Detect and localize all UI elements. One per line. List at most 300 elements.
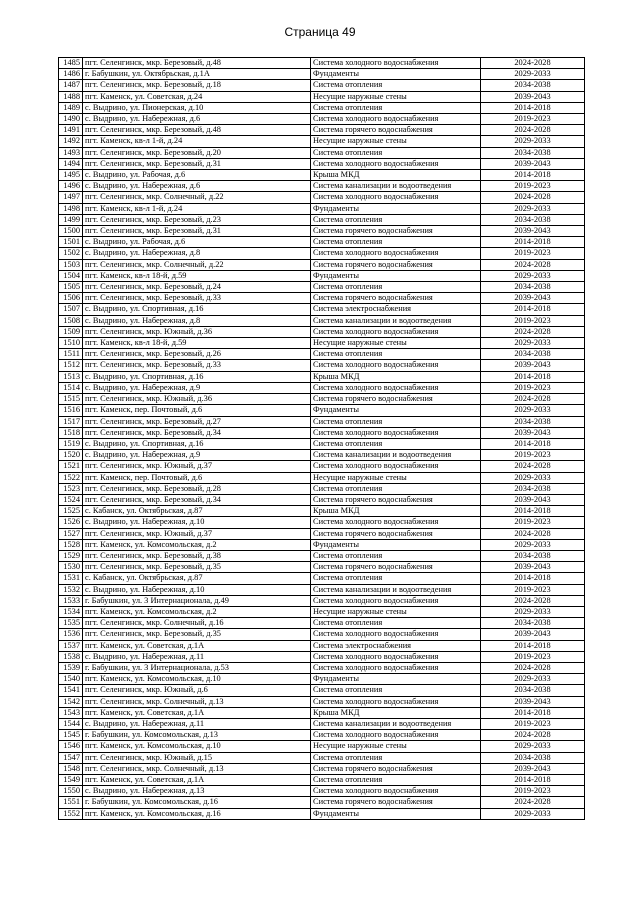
period-cell: 2039-2043: [481, 494, 585, 505]
address-cell: пгт. Селенгинск, мкр. Южный, д.36: [83, 326, 311, 337]
period-cell: 2029-2033: [481, 606, 585, 617]
row-number: 1523: [59, 483, 83, 494]
table-row: [59, 528, 585, 539]
row-number: 1501: [59, 237, 83, 248]
row-number: 1518: [59, 427, 83, 438]
row-number: 1530: [59, 562, 83, 573]
period-cell: 2039-2043: [481, 629, 585, 640]
row-number: 1506: [59, 293, 83, 304]
table-row: [59, 226, 585, 237]
work-type-cell: Система электроснабжения: [311, 304, 481, 315]
table-row: [59, 114, 585, 125]
period-cell: 2014-2018: [481, 707, 585, 718]
table-row: [59, 562, 585, 573]
row-number: 1490: [59, 114, 83, 125]
row-number: 1522: [59, 472, 83, 483]
address-cell: с. Выдрино, ул. Спортивная, д.16: [83, 304, 311, 315]
address-cell: пгт. Каменск, ул. Комсомольская, д.10: [83, 741, 311, 752]
table-row: [59, 237, 585, 248]
address-cell: пгт. Селенгинск, мкр. Солнечный, д.13: [83, 763, 311, 774]
row-number: 1513: [59, 371, 83, 382]
period-cell: 2019-2023: [481, 786, 585, 797]
row-number: 1494: [59, 158, 83, 169]
period-cell: 2019-2023: [481, 517, 585, 528]
period-cell: 2024-2028: [481, 259, 585, 270]
work-type-cell: Крыша МКД: [311, 707, 481, 718]
work-type-cell: Система холодного водоснабжения: [311, 158, 481, 169]
work-type-cell: Система горячего водоснабжения: [311, 259, 481, 270]
period-cell: 2014-2018: [481, 304, 585, 315]
row-number: 1516: [59, 405, 83, 416]
table-row: [59, 427, 585, 438]
table-row: [59, 91, 585, 102]
work-type-cell: Несущие наружные стены: [311, 91, 481, 102]
period-cell: 2024-2028: [481, 192, 585, 203]
period-cell: 2029-2033: [481, 136, 585, 147]
period-cell: 2019-2023: [481, 114, 585, 125]
work-type-cell: Фундаменты: [311, 405, 481, 416]
row-number: 1541: [59, 685, 83, 696]
work-type-cell: Система холодного водоснабжения: [311, 517, 481, 528]
address-cell: с. Выдрино, ул. Набережная, д.11: [83, 651, 311, 662]
address-cell: с. Выдрино, ул. Набережная, д.8: [83, 248, 311, 259]
address-cell: с. Кабанск, ул. Октябрьская, д.87: [83, 506, 311, 517]
address-cell: пгт. Селенгинск, мкр. Южный, д.6: [83, 685, 311, 696]
table-row: [59, 539, 585, 550]
work-type-cell: Система холодного водоснабжения: [311, 427, 481, 438]
address-cell: пгт. Селенгинск, мкр. Солнечный, д.22: [83, 259, 311, 270]
table-row: [59, 707, 585, 718]
period-cell: 2029-2033: [481, 338, 585, 349]
row-number: 1535: [59, 618, 83, 629]
work-type-cell: Несущие наружные стены: [311, 136, 481, 147]
address-cell: с. Выдрино, ул. Набережная, д.10: [83, 584, 311, 595]
table-row: [59, 192, 585, 203]
table-row: [59, 214, 585, 225]
table-row: [59, 752, 585, 763]
row-number: 1509: [59, 326, 83, 337]
table-row: [59, 304, 585, 315]
table-row: [59, 315, 585, 326]
address-cell: с. Выдрино, ул. Пионерская, д.10: [83, 102, 311, 113]
period-cell: 2024-2028: [481, 326, 585, 337]
address-cell: пгт. Селенгинск, мкр. Березовый, д.38: [83, 550, 311, 561]
period-cell: 2039-2043: [481, 226, 585, 237]
work-type-cell: Система канализации и водоотведения: [311, 718, 481, 729]
period-cell: 2039-2043: [481, 158, 585, 169]
period-cell: 2034-2038: [481, 282, 585, 293]
period-cell: 2034-2038: [481, 80, 585, 91]
work-type-cell: Фундаменты: [311, 203, 481, 214]
work-type-cell: Система горячего водоснабжения: [311, 125, 481, 136]
table-row: [59, 181, 585, 192]
address-cell: пгт. Селенгинск, мкр. Березовый, д.48: [83, 58, 311, 69]
work-type-cell: Фундаменты: [311, 808, 481, 819]
period-cell: 2014-2018: [481, 775, 585, 786]
work-type-cell: Система отопления: [311, 237, 481, 248]
period-cell: 2019-2023: [481, 584, 585, 595]
address-cell: пгт. Селенгинск, мкр. Березовый, д.34: [83, 427, 311, 438]
row-number: 1525: [59, 506, 83, 517]
row-number: 1487: [59, 80, 83, 91]
period-cell: 2029-2033: [481, 270, 585, 281]
work-type-cell: Система отопления: [311, 214, 481, 225]
row-number: 1550: [59, 786, 83, 797]
address-cell: с. Выдрино, ул. Набережная, д.11: [83, 718, 311, 729]
work-type-cell: Система холодного водоснабжения: [311, 730, 481, 741]
address-cell: г. Бабушкин, ул. 3 Интернационала, д.53: [83, 662, 311, 673]
row-number: 1498: [59, 203, 83, 214]
work-type-cell: Система горячего водоснабжения: [311, 562, 481, 573]
address-cell: пгт. Каменск, кв-л 18-й, д.59: [83, 270, 311, 281]
address-cell: пгт. Каменск, кв-л 18-й, д.59: [83, 338, 311, 349]
address-cell: пгт. Каменск, ул. Комсомольская, д.2: [83, 539, 311, 550]
address-cell: пгт. Селенгинск, мкр. Березовый, д.31: [83, 158, 311, 169]
work-type-cell: Несущие наружные стены: [311, 472, 481, 483]
work-type-cell: Система канализации и водоотведения: [311, 450, 481, 461]
work-type-cell: Система холодного водоснабжения: [311, 58, 481, 69]
address-cell: с. Выдрино, ул. Рабочая, д.6: [83, 170, 311, 181]
period-cell: 2014-2018: [481, 102, 585, 113]
address-cell: пгт. Каменск, пер. Почтовый, д.6: [83, 405, 311, 416]
table-row: [59, 270, 585, 281]
table-row: [59, 58, 585, 69]
period-cell: 2029-2033: [481, 741, 585, 752]
work-type-cell: Система горячего водоснабжения: [311, 394, 481, 405]
address-cell: с. Выдрино, ул. Спортивная, д.16: [83, 438, 311, 449]
work-type-cell: Фундаменты: [311, 674, 481, 685]
work-type-cell: Система холодного водоснабжения: [311, 360, 481, 371]
work-type-cell: Система отопления: [311, 147, 481, 158]
work-type-cell: Несущие наружные стены: [311, 606, 481, 617]
work-type-cell: Система отопления: [311, 438, 481, 449]
work-type-cell: Система отопления: [311, 550, 481, 561]
period-cell: 2024-2028: [481, 461, 585, 472]
table-row: [59, 416, 585, 427]
period-cell: 2029-2033: [481, 69, 585, 80]
period-cell: 2039-2043: [481, 293, 585, 304]
row-number: 1544: [59, 718, 83, 729]
work-type-cell: Система отопления: [311, 775, 481, 786]
row-number: 1531: [59, 573, 83, 584]
period-cell: 2024-2028: [481, 528, 585, 539]
row-number: 1510: [59, 338, 83, 349]
work-type-cell: Система канализации и водоотведения: [311, 584, 481, 595]
work-type-cell: Система отопления: [311, 416, 481, 427]
address-cell: пгт. Селенгинск, мкр. Березовый, д.24: [83, 282, 311, 293]
address-cell: пгт. Каменск, ул. Советская, д.24: [83, 91, 311, 102]
table-row: [59, 248, 585, 259]
address-cell: г. Бабушкин, ул. 3 Интернационала, д.49: [83, 595, 311, 606]
work-type-cell: Система горячего водоснабжения: [311, 494, 481, 505]
address-cell: пгт. Каменск, кв-л 1-й, д.24: [83, 136, 311, 147]
address-cell: с. Выдрино, ул. Рабочая, д.6: [83, 237, 311, 248]
row-number: 1534: [59, 606, 83, 617]
period-cell: 2024-2028: [481, 662, 585, 673]
period-cell: 2024-2028: [481, 394, 585, 405]
row-number: 1497: [59, 192, 83, 203]
address-cell: пгт. Каменск, ул. Комсомольская, д.2: [83, 606, 311, 617]
table-row: [59, 775, 585, 786]
repair-schedule-table: [58, 57, 585, 820]
work-type-cell: Система канализации и водоотведения: [311, 315, 481, 326]
row-number: 1493: [59, 147, 83, 158]
address-cell: с. Выдрино, ул. Набережная, д.10: [83, 517, 311, 528]
address-cell: с. Выдрино, ул. Спортивная, д.16: [83, 371, 311, 382]
table-row: [59, 651, 585, 662]
row-number: 1524: [59, 494, 83, 505]
work-type-cell: Система горячего водоснабжения: [311, 293, 481, 304]
period-cell: 2029-2033: [481, 808, 585, 819]
table-row: [59, 360, 585, 371]
row-number: 1496: [59, 181, 83, 192]
table-row: [59, 203, 585, 214]
table-row: [59, 584, 585, 595]
table-row: [59, 125, 585, 136]
period-cell: 2014-2018: [481, 237, 585, 248]
work-type-cell: Система холодного водоснабжения: [311, 696, 481, 707]
address-cell: пгт. Селенгинск, мкр. Березовый, д.28: [83, 483, 311, 494]
period-cell: 2029-2033: [481, 539, 585, 550]
table-row: [59, 662, 585, 673]
row-number: 1532: [59, 584, 83, 595]
table-row: [59, 472, 585, 483]
period-cell: 2034-2038: [481, 416, 585, 427]
period-cell: 2024-2028: [481, 730, 585, 741]
address-cell: г. Бабушкин, ул. Октябрьская, д.1А: [83, 69, 311, 80]
row-number: 1504: [59, 270, 83, 281]
period-cell: 2034-2038: [481, 685, 585, 696]
table-row: [59, 136, 585, 147]
address-cell: с. Выдрино, ул. Набережная, д.6: [83, 181, 311, 192]
row-number: 1526: [59, 517, 83, 528]
table-row: [59, 349, 585, 360]
table-row: [59, 618, 585, 629]
period-cell: 2039-2043: [481, 360, 585, 371]
work-type-cell: Система отопления: [311, 102, 481, 113]
row-number: 1551: [59, 797, 83, 808]
work-type-cell: Система холодного водоснабжения: [311, 461, 481, 472]
period-cell: 2019-2023: [481, 651, 585, 662]
address-cell: пгт. Каменск, ул. Советская, д.1А: [83, 707, 311, 718]
table-row: [59, 629, 585, 640]
table-row: [59, 394, 585, 405]
work-type-cell: Система отопления: [311, 80, 481, 91]
period-cell: 2019-2023: [481, 718, 585, 729]
period-cell: 2029-2033: [481, 405, 585, 416]
work-type-cell: Система горячего водоснабжения: [311, 226, 481, 237]
row-number: 1515: [59, 394, 83, 405]
table-row: [59, 102, 585, 113]
period-cell: 2024-2028: [481, 58, 585, 69]
address-cell: с. Выдрино, ул. Набережная, д.9: [83, 450, 311, 461]
address-cell: пгт. Селенгинск, мкр. Березовый, д.20: [83, 147, 311, 158]
address-cell: с. Кабанск, ул. Октябрьская, д.87: [83, 573, 311, 584]
work-type-cell: Система отопления: [311, 483, 481, 494]
table-row: [59, 606, 585, 617]
address-cell: пгт. Селенгинск, мкр. Березовый, д.18: [83, 80, 311, 91]
address-cell: пгт. Селенгинск, мкр. Солнечный, д.16: [83, 618, 311, 629]
work-type-cell: Система холодного водоснабжения: [311, 382, 481, 393]
table-row: [59, 696, 585, 707]
table-row: [59, 450, 585, 461]
address-cell: пгт. Каменск, ул. Комсомольская, д.10: [83, 674, 311, 685]
table-row: [59, 293, 585, 304]
work-type-cell: Фундаменты: [311, 539, 481, 550]
work-type-cell: Система холодного водоснабжения: [311, 326, 481, 337]
table-row: [59, 438, 585, 449]
table-row: [59, 506, 585, 517]
row-number: 1539: [59, 662, 83, 673]
period-cell: 2014-2018: [481, 371, 585, 382]
row-number: 1546: [59, 741, 83, 752]
period-cell: 2024-2028: [481, 797, 585, 808]
period-cell: 2019-2023: [481, 248, 585, 259]
table-row: [59, 595, 585, 606]
work-type-cell: Система холодного водоснабжения: [311, 248, 481, 259]
row-number: 1542: [59, 696, 83, 707]
work-type-cell: Крыша МКД: [311, 170, 481, 181]
period-cell: 2014-2018: [481, 573, 585, 584]
table-row: [59, 494, 585, 505]
table-row: [59, 730, 585, 741]
row-number: 1528: [59, 539, 83, 550]
address-cell: пгт. Селенгинск, мкр. Южный, д.15: [83, 752, 311, 763]
address-cell: пгт. Селенгинск, мкр. Березовый, д.48: [83, 125, 311, 136]
address-cell: пгт. Каменск, ул. Комсомольская, д.16: [83, 808, 311, 819]
row-number: 1543: [59, 707, 83, 718]
table-row: [59, 808, 585, 819]
address-cell: пгт. Селенгинск, мкр. Березовый, д.35: [83, 562, 311, 573]
period-cell: 2034-2038: [481, 349, 585, 360]
period-cell: 2034-2038: [481, 550, 585, 561]
work-type-cell: Система горячего водоснабжения: [311, 797, 481, 808]
work-type-cell: Система отопления: [311, 349, 481, 360]
work-type-cell: Система горячего водоснабжения: [311, 528, 481, 539]
row-number: 1552: [59, 808, 83, 819]
page-header: Страница 49: [284, 25, 356, 39]
period-cell: 2029-2033: [481, 472, 585, 483]
row-number: 1517: [59, 416, 83, 427]
table-row: [59, 797, 585, 808]
address-cell: пгт. Селенгинск, мкр. Березовый, д.23: [83, 214, 311, 225]
table-row: [59, 685, 585, 696]
row-number: 1503: [59, 259, 83, 270]
period-cell: 2024-2028: [481, 595, 585, 606]
work-type-cell: Система канализации и водоотведения: [311, 181, 481, 192]
row-number: 1500: [59, 226, 83, 237]
row-number: 1520: [59, 450, 83, 461]
address-cell: пгт. Селенгинск, мкр. Березовый, д.35: [83, 629, 311, 640]
row-number: 1499: [59, 214, 83, 225]
row-number: 1489: [59, 102, 83, 113]
period-cell: 2019-2023: [481, 181, 585, 192]
table-row: [59, 517, 585, 528]
address-cell: пгт. Селенгинск, мкр. Южный, д.37: [83, 461, 311, 472]
address-cell: пгт. Селенгинск, мкр. Березовый, д.34: [83, 494, 311, 505]
address-cell: пгт. Селенгинск, мкр. Солнечный, д.22: [83, 192, 311, 203]
row-number: 1548: [59, 763, 83, 774]
row-number: 1540: [59, 674, 83, 685]
period-cell: 2039-2043: [481, 427, 585, 438]
table-row: [59, 158, 585, 169]
work-type-cell: Система холодного водоснабжения: [311, 192, 481, 203]
table-row: [59, 718, 585, 729]
row-number: 1537: [59, 640, 83, 651]
table-row: [59, 550, 585, 561]
table-row: [59, 674, 585, 685]
work-type-cell: Система холодного водоснабжения: [311, 651, 481, 662]
row-number: 1536: [59, 629, 83, 640]
address-cell: с. Выдрино, ул. Набережная, д.9: [83, 382, 311, 393]
row-number: 1549: [59, 775, 83, 786]
table-body: [59, 58, 585, 820]
work-type-cell: Система отопления: [311, 618, 481, 629]
row-number: 1491: [59, 125, 83, 136]
period-cell: 2029-2033: [481, 674, 585, 685]
row-number: 1529: [59, 550, 83, 561]
row-number: 1507: [59, 304, 83, 315]
row-number: 1508: [59, 315, 83, 326]
address-cell: пгт. Селенгинск, мкр. Березовый, д.33: [83, 293, 311, 304]
period-cell: 2034-2038: [481, 147, 585, 158]
row-number: 1486: [59, 69, 83, 80]
address-cell: с. Выдрино, ул. Набережная, д.13: [83, 786, 311, 797]
table-row: [59, 371, 585, 382]
table-row: [59, 69, 585, 80]
table-row: [59, 259, 585, 270]
address-cell: пгт. Каменск, кв-л 1-й, д.24: [83, 203, 311, 214]
row-number: 1538: [59, 651, 83, 662]
table-row: [59, 483, 585, 494]
table-row: [59, 763, 585, 774]
work-type-cell: Система холодного водоснабжения: [311, 595, 481, 606]
row-number: 1505: [59, 282, 83, 293]
work-type-cell: Фундаменты: [311, 270, 481, 281]
period-cell: 2034-2038: [481, 214, 585, 225]
period-cell: 2034-2038: [481, 752, 585, 763]
table-row: [59, 461, 585, 472]
row-number: 1511: [59, 349, 83, 360]
work-type-cell: Система отопления: [311, 752, 481, 763]
table-row: [59, 382, 585, 393]
address-cell: пгт. Каменск, пер. Почтовый, д.6: [83, 472, 311, 483]
period-cell: 2014-2018: [481, 640, 585, 651]
table-row: [59, 573, 585, 584]
address-cell: г. Бабушкин, ул. Комсомольская, д.16: [83, 797, 311, 808]
work-type-cell: Система горячего водоснабжения: [311, 763, 481, 774]
row-number: 1502: [59, 248, 83, 259]
table-row: [59, 786, 585, 797]
work-type-cell: Крыша МКД: [311, 506, 481, 517]
period-cell: 2039-2043: [481, 562, 585, 573]
table-row: [59, 405, 585, 416]
row-number: 1547: [59, 752, 83, 763]
address-cell: пгт. Селенгинск, мкр. Южный, д.36: [83, 394, 311, 405]
address-cell: пгт. Селенгинск, мкр. Березовый, д.26: [83, 349, 311, 360]
work-type-cell: Несущие наружные стены: [311, 338, 481, 349]
work-type-cell: Система отопления: [311, 282, 481, 293]
period-cell: 2014-2018: [481, 438, 585, 449]
row-number: 1495: [59, 170, 83, 181]
row-number: 1488: [59, 91, 83, 102]
work-type-cell: Система холодного водоснабжения: [311, 114, 481, 125]
work-type-cell: Система отопления: [311, 573, 481, 584]
address-cell: пгт. Селенгинск, мкр. Южный, д.37: [83, 528, 311, 539]
row-number: 1485: [59, 58, 83, 69]
row-number: 1492: [59, 136, 83, 147]
row-number: 1519: [59, 438, 83, 449]
